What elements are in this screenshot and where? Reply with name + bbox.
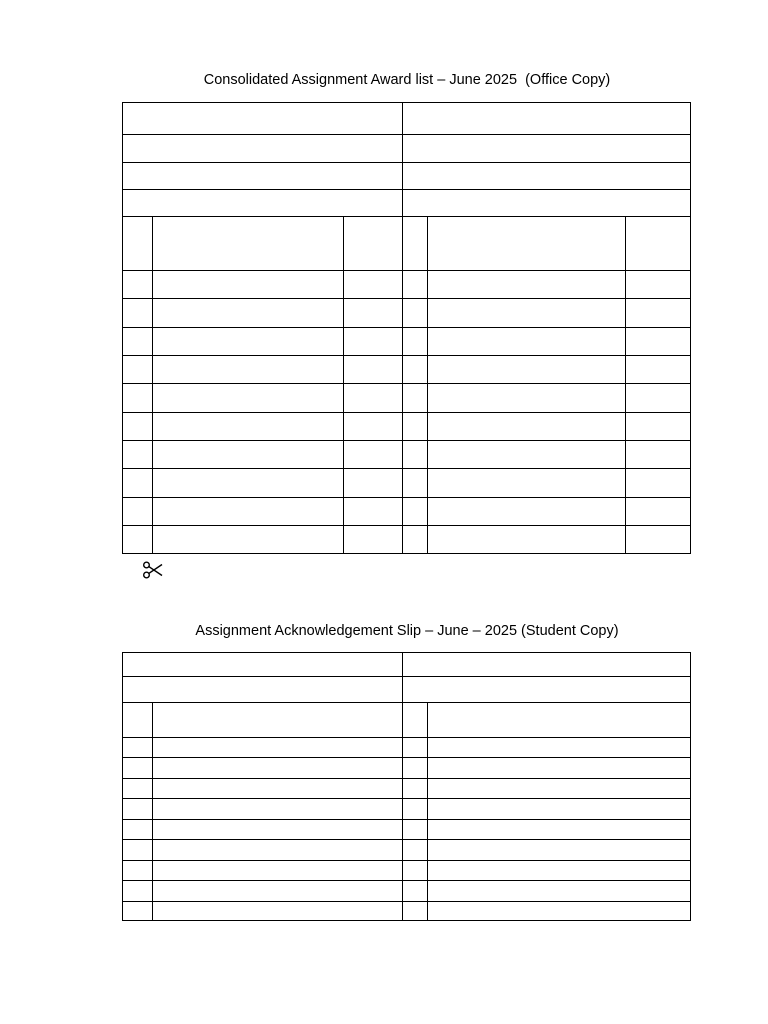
office-copy-title: Consolidated Assignment Award list – June 2025 (Office Copy): [203, 72, 611, 88]
scissors-icon-graphic: [142, 561, 164, 579]
office-award-table: [122, 102, 691, 554]
student-acknowledgement-table: [122, 652, 691, 921]
scissors-icon: [142, 561, 164, 584]
student-copy-title: Assignment Acknowledgement Slip – June – 2025 (Student Copy): [195, 623, 619, 639]
